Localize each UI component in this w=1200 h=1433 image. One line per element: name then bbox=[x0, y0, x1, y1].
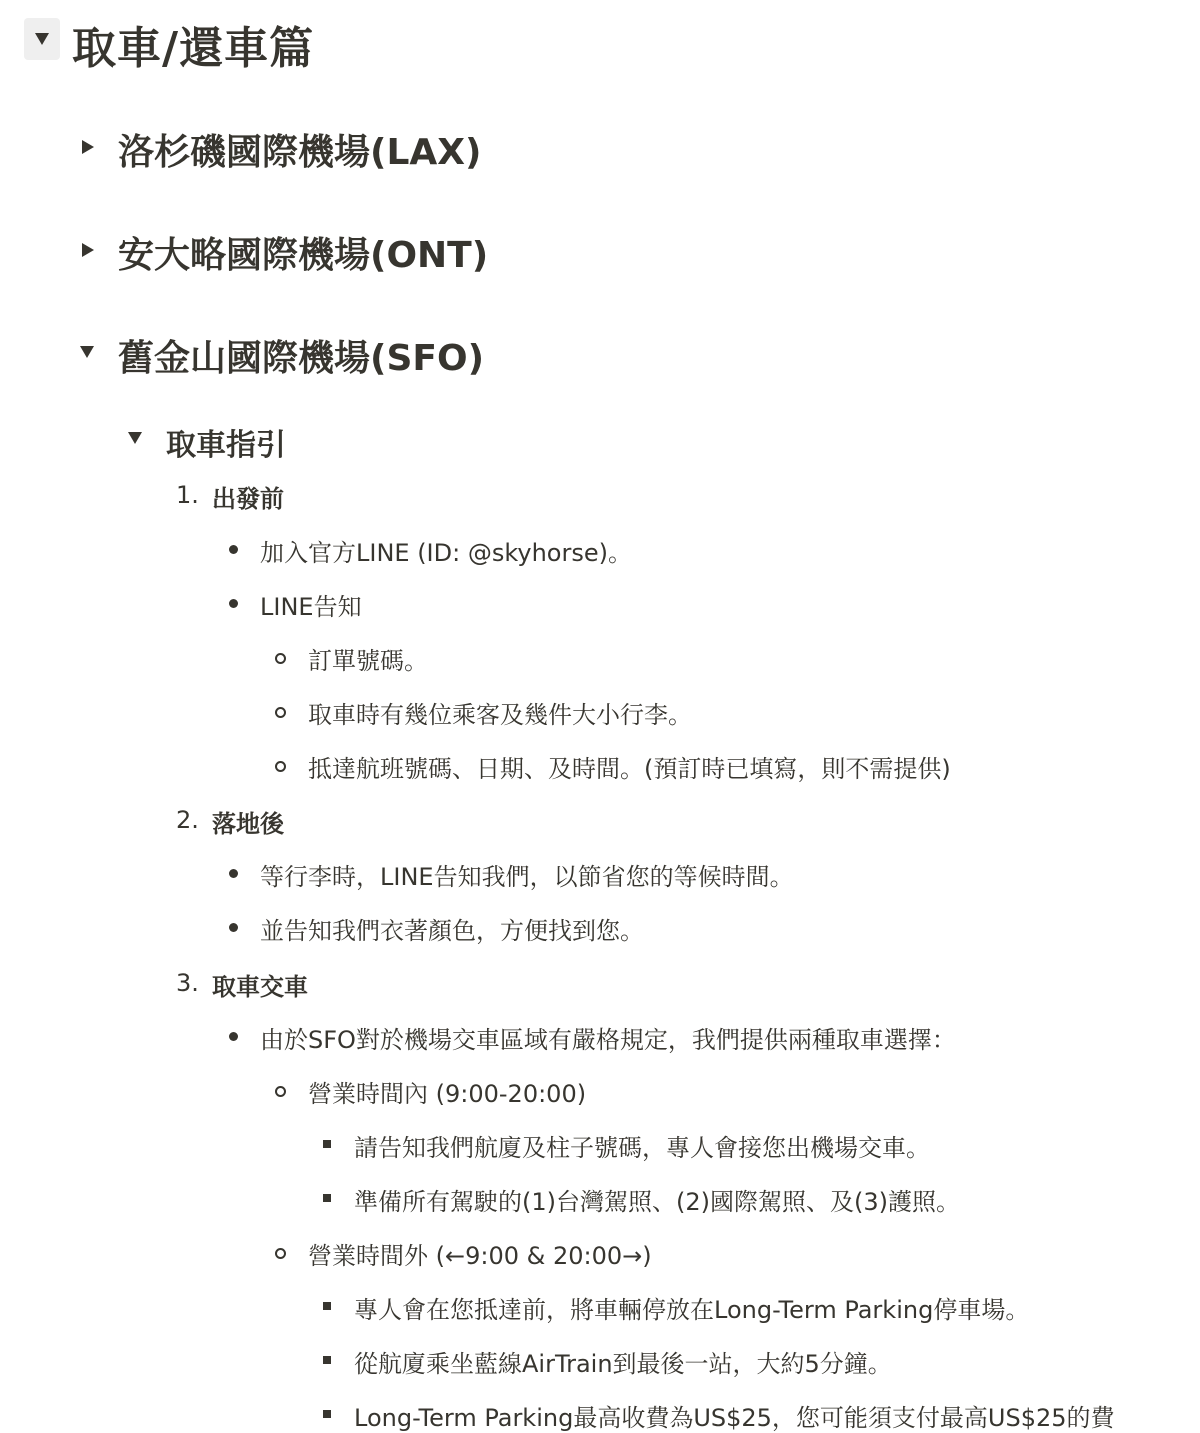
bullet-square bbox=[323, 1410, 331, 1418]
bullet-dot bbox=[229, 599, 238, 608]
option-label: 營業時間外 (←9:00 & 20:00→) bbox=[308, 1242, 652, 1270]
airport-lax: 洛杉磯國際機場(LAX) bbox=[118, 132, 482, 173]
list-item: 準備所有駕駛的(1)台灣駕照、(2)國際駕照、及(3)護照。 bbox=[354, 1188, 960, 1216]
list-item: LINE告知 bbox=[260, 593, 362, 621]
bullet-dot bbox=[229, 1032, 238, 1041]
page-title: 取車/還車篇 bbox=[72, 23, 315, 74]
list-item: 取車時有幾位乘客及幾件大小行李。 bbox=[308, 701, 692, 729]
toggle-ont-button[interactable] bbox=[82, 243, 98, 259]
caret-right-icon bbox=[82, 140, 94, 154]
list-item: 並告知我們衣著顏色，方便找到您。 bbox=[260, 917, 644, 945]
option-label: 營業時間內 (9:00-20:00) bbox=[308, 1080, 587, 1108]
guide-title: 取車指引 bbox=[166, 428, 286, 463]
heading-toggle-button[interactable] bbox=[24, 18, 60, 60]
step-label: 取車交車 bbox=[212, 973, 308, 1001]
bullet-dot bbox=[229, 545, 238, 554]
bullet-circle bbox=[275, 653, 286, 664]
step-number: 2. bbox=[176, 806, 199, 834]
caret-down-icon bbox=[35, 33, 49, 45]
toggle-guide-button[interactable] bbox=[128, 432, 144, 446]
bullet-square bbox=[323, 1302, 331, 1310]
step-label: 出發前 bbox=[212, 485, 284, 513]
step-label: 落地後 bbox=[212, 810, 284, 838]
bullet-circle bbox=[275, 1086, 286, 1097]
list-item: 由於SFO對於機場交車區域有嚴格規定，我們提供兩種取車選擇： bbox=[260, 1026, 956, 1054]
bullet-circle bbox=[275, 761, 286, 772]
list-item: 訂單號碼。 bbox=[308, 647, 428, 675]
bullet-circle bbox=[275, 707, 286, 718]
list-item: Long-Term Parking最高收費為US$25，您可能須支付最高US$25的費 bbox=[354, 1404, 1115, 1432]
toggle-sfo-button[interactable] bbox=[80, 346, 96, 362]
list-item: 請告知我們航廈及柱子號碼，專人會接您出機場交車。 bbox=[354, 1134, 930, 1162]
airport-sfo: 舊金山國際機場(SFO) bbox=[118, 338, 485, 379]
bullet-circle bbox=[275, 1248, 286, 1259]
step-number: 3. bbox=[176, 969, 199, 997]
bullet-dot bbox=[229, 869, 238, 878]
bullet-square bbox=[323, 1140, 331, 1148]
caret-right-icon bbox=[82, 243, 94, 257]
list-item: 從航廈乘坐藍線AirTrain到最後一站，大約5分鐘。 bbox=[354, 1350, 892, 1378]
list-item: 等行李時，LINE告知我們，以節省您的等候時間。 bbox=[260, 863, 794, 891]
list-item: 抵達航班號碼、日期、及時間。(預訂時已填寫，則不需提供) bbox=[308, 755, 951, 783]
step-number: 1. bbox=[176, 481, 199, 509]
bullet-square bbox=[323, 1194, 331, 1202]
airport-ont: 安大略國際機場(ONT) bbox=[118, 235, 489, 276]
list-item: 加入官方LINE (ID: @skyhorse)。 bbox=[260, 539, 632, 567]
list-item: 專人會在您抵達前，將車輛停放在Long-Term Parking停車場。 bbox=[354, 1296, 1030, 1324]
toggle-lax-button[interactable] bbox=[82, 140, 98, 156]
caret-down-icon bbox=[128, 432, 142, 444]
caret-down-icon bbox=[80, 346, 94, 358]
bullet-dot bbox=[229, 923, 238, 932]
bullet-square bbox=[323, 1356, 331, 1364]
